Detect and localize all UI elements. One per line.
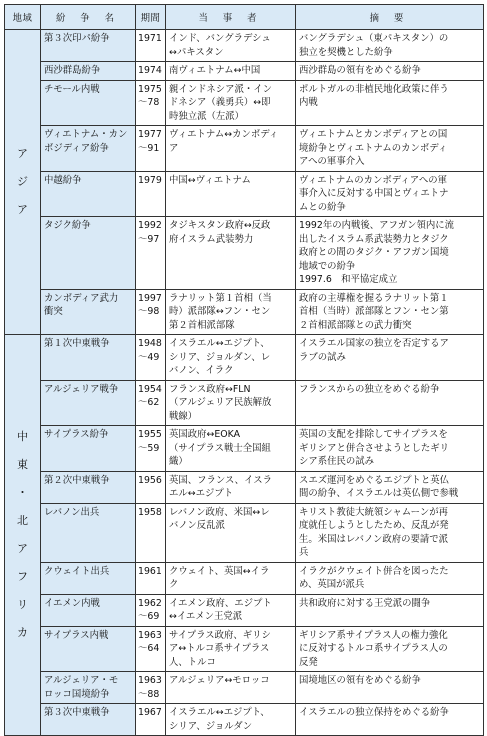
header-region: 地域	[5, 5, 41, 30]
conflict-summary: バングラデシュ（東パキスタン）の 独立を契機とした紛争	[296, 30, 484, 62]
conflict-parties: フランス政府↔FLN （アルジェリア民族解放 戦線）	[166, 380, 296, 426]
conflict-name: サイプラス内戦	[41, 626, 136, 672]
conflict-summary: イラクがクウェイト併合を図ったた め、英国が派兵	[296, 562, 484, 594]
conflict-name: サイプラス紛争	[41, 426, 136, 472]
conflict-summary: ヴィエトナムとカンボディアとの国 境紛争とヴィエトナムのカンボディ アへの軍事介入	[296, 126, 484, 172]
table-row	[5, 503, 484, 562]
conflict-summary: ヴィエトナムのカンボディアへの軍 事介入に反対する中国とヴィエトナ ムとの紛争	[296, 171, 484, 217]
conflict-parties: イエメン政府、エジプト ↔イエメン王党派	[166, 594, 296, 626]
table-row	[5, 335, 484, 381]
conflict-parties: アルジェリア↔モロッコ	[166, 672, 296, 704]
conflict-summary: 英国の支配を排除してサイプラスを ギリシアと併合させようとしたギリ シア系住民の試み	[296, 426, 484, 472]
conflict-name: 西沙群島紛争	[41, 62, 136, 81]
conflict-period: 1962 〜69	[136, 594, 166, 626]
conflict-parties: ヴィエトナム↔カンボディ ア	[166, 126, 296, 172]
conflict-parties: クウェイト、英国↔イラ ク	[166, 562, 296, 594]
table-row	[5, 380, 484, 426]
conflict-parties: サイプラス政府、ギリシ ア↔トルコ系サイプラス 人、トルコ	[166, 626, 296, 672]
conflict-name: タジク紛争	[41, 217, 136, 290]
conflict-period: 1975 〜78	[136, 80, 166, 126]
table-row	[5, 171, 484, 217]
conflict-parties: 南ヴィエトナム↔中国	[166, 62, 296, 81]
conflict-summary: イスラエル国家の独立を否定するア ラブの試み	[296, 335, 484, 381]
conflict-summary: ギリシア系サイプラス人の権力強化 に反対するトルコ系サイプラス人の 反発	[296, 626, 484, 672]
conflict-summary: フランスからの独立をめぐる紛争	[296, 380, 484, 426]
table-row	[5, 80, 484, 126]
conflict-table	[4, 4, 484, 736]
conflict-period: 1958	[136, 503, 166, 562]
conflict-parties: 英国政府↔EOKA （サイプラス戦士全国組 織）	[166, 426, 296, 472]
conflict-period: 1992 〜97	[136, 217, 166, 290]
conflict-table-container	[4, 4, 483, 736]
conflict-name: イエメン内戦	[41, 594, 136, 626]
table-row	[5, 471, 484, 503]
conflict-summary: 国境地区の領有をめぐる紛争	[296, 672, 484, 704]
conflict-name: 中越紛争	[41, 171, 136, 217]
conflict-name: ヴィエトナム・カン ボジディア紛争	[41, 126, 136, 172]
conflict-period: 1974	[136, 62, 166, 81]
conflict-name: アルジェリア・モ ロッコ国境紛争	[41, 672, 136, 704]
conflict-name: カンボディア武力 衝突	[41, 289, 136, 335]
conflict-name: クウェイト出兵	[41, 562, 136, 594]
conflict-period: 1948 〜49	[136, 335, 166, 381]
header-row	[5, 5, 484, 30]
conflict-name: レバノン出兵	[41, 503, 136, 562]
conflict-parties: 英国、フランス、イスラ エル↔エジプト	[166, 471, 296, 503]
header-name: 紛 争 名	[41, 5, 136, 30]
conflict-name: 第２次中東戦争	[41, 471, 136, 503]
table-row	[5, 704, 484, 736]
conflict-period: 1967	[136, 704, 166, 736]
header-summary: 摘 要	[296, 5, 484, 30]
region-mideast-north-africa: 中 東 ・ 北 ア フ リ カ	[5, 335, 41, 736]
conflict-period: 1997 〜98	[136, 289, 166, 335]
conflict-name: 第３次中東戦争	[41, 704, 136, 736]
conflict-name: 第３次印パ紛争	[41, 30, 136, 62]
table-row	[5, 562, 484, 594]
conflict-parties: インド、バングラデシュ ↔パキスタン	[166, 30, 296, 62]
table-row	[5, 626, 484, 672]
conflict-name: 第１次中東戦争	[41, 335, 136, 381]
header-parties: 当 事 者	[166, 5, 296, 30]
conflict-parties: タジキスタン政府↔反政 府イスラム武装勢力	[166, 217, 296, 290]
conflict-period: 1956	[136, 471, 166, 503]
table-row	[5, 672, 484, 704]
conflict-summary: 共和政府に対する王党派の闘争	[296, 594, 484, 626]
conflict-parties: レバノン政府、米国↔レ バノン反乱派	[166, 503, 296, 562]
table-row	[5, 30, 484, 62]
conflict-name: チモール内戦	[41, 80, 136, 126]
conflict-summary: ポルトガルの非植民地化政策に伴う 内戦	[296, 80, 484, 126]
table-row	[5, 426, 484, 472]
conflict-summary: 西沙群島の領有をめぐる紛争	[296, 62, 484, 81]
conflict-name: アルジェリア戦争	[41, 380, 136, 426]
table-row	[5, 62, 484, 81]
table-row	[5, 594, 484, 626]
region-asia: ア ジ ア	[5, 30, 41, 335]
conflict-parties: 親インドネシア派・イン ドネシア（義勇兵）↔即 時独立派（左派）	[166, 80, 296, 126]
conflict-period: 1963 〜64	[136, 626, 166, 672]
table-row	[5, 289, 484, 335]
conflict-period: 1955 〜59	[136, 426, 166, 472]
conflict-period: 1977 〜91	[136, 126, 166, 172]
conflict-parties: 中国↔ヴィエトナム	[166, 171, 296, 217]
conflict-period: 1961	[136, 562, 166, 594]
conflict-summary: 政府の主導権を握るラナリット第１ 首相（当時）派部隊とフン・セン第 ２首相派部隊との武力衝突	[296, 289, 484, 335]
conflict-period: 1971	[136, 30, 166, 62]
table-row	[5, 126, 484, 172]
conflict-period: 1979	[136, 171, 166, 217]
conflict-summary: キリスト教徒大統領シャムーンが再 度就任しようとしたため、反乱が発 生。米国はレバノン政府の要請で派 兵	[296, 503, 484, 562]
conflict-summary: 1992年の内戦後、アフガン領内に流 出したイスラム系武装勢力とタジク 政府との間のタジク・アフガン国境 地域での紛争 1997.6 和平協定成立	[296, 217, 484, 290]
conflict-period: 1954 〜62	[136, 380, 166, 426]
header-period: 期間	[136, 5, 166, 30]
table-row	[5, 217, 484, 290]
conflict-period: 1963 〜88	[136, 672, 166, 704]
conflict-parties: イスラエル↔エジプト、 シリア、ジョルダン	[166, 704, 296, 736]
conflict-summary: スエズ運河をめぐるエジプトと英仏 間の紛争、イスラエルは英仏側で参戦	[296, 471, 484, 503]
conflict-summary: イスラエルの独立保持をめぐる紛争	[296, 704, 484, 736]
conflict-parties: イスラエル↔エジプト、 シリア、ジョルダン、レ バノン、イラク	[166, 335, 296, 381]
conflict-parties: ラナリット第１首相（当 時）派部隊↔フン・セン 第２首相派部隊	[166, 289, 296, 335]
